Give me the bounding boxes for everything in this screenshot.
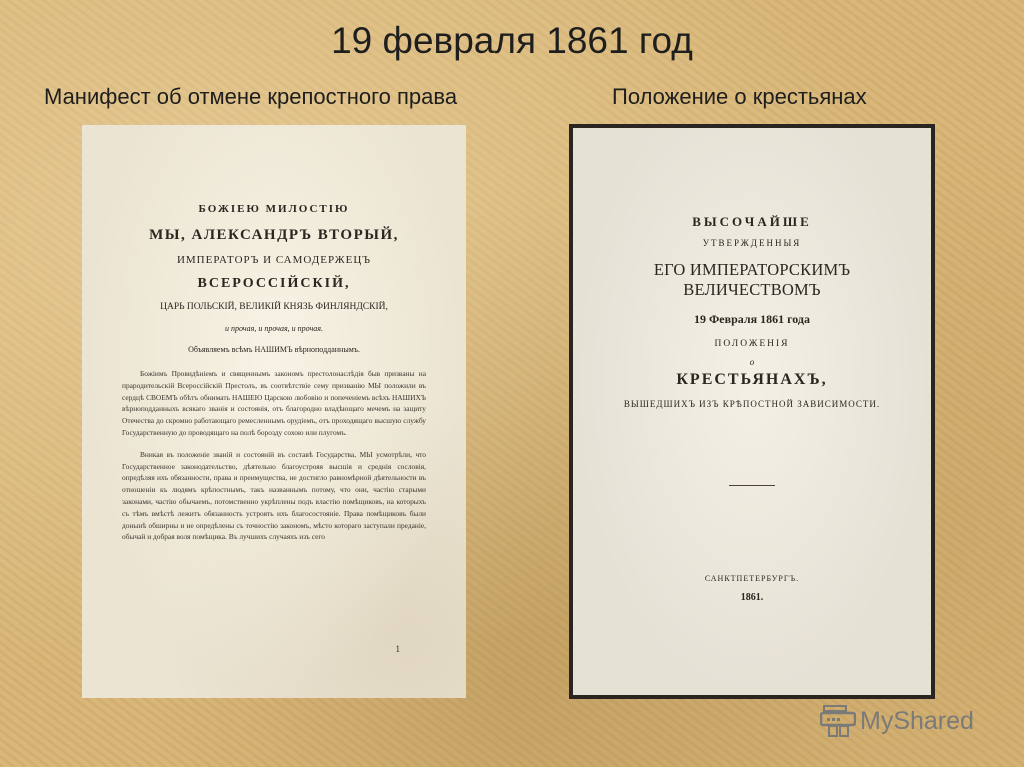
manifesto-heading-3: ИМПЕРАТОРЪ И САМОДЕРЖЕЦЪ [176, 254, 372, 266]
manifesto-heading-1: БОЖІЕЮ МИЛОСТІЮ [198, 203, 350, 215]
decree-year: 1861. [740, 592, 764, 603]
divider [729, 485, 775, 486]
decree-heading-1: ВЫСОЧАЙШЕ [692, 214, 812, 229]
manifesto-heading-5: ЦАРЬ ПОЛЬСКІЙ, ВЕЛИКІЙ КНЯЗЬ ФИНЛЯНДСКІЙ, [160, 302, 388, 312]
decree-caption: Положение о крестьянах [612, 84, 867, 109]
manifesto-heading-2: МЫ, АЛЕКСАНДРЪ ВТОРЫЙ, [149, 227, 399, 243]
manifesto-heading-6: и прочая, и прочая, и прочая. [225, 324, 323, 333]
decree-heading-7: КРЕСТЬЯНАХЪ, [676, 371, 828, 388]
myshared-logo-icon [820, 705, 856, 737]
decree-document-image [569, 124, 935, 699]
manifesto-address: Объявляемъ всѣмъ НАШИМЪ вѣрноподданнымъ. [188, 345, 360, 354]
manifesto-heading-4: ВСЕРОССІЙСКІЙ, [197, 276, 351, 291]
slide-title: 19 февраля 1861 год [331, 20, 693, 61]
decree-heading-2: УТВЕРЖДЕННЫЯ [702, 238, 802, 248]
manifesto-page-number: 1 [395, 644, 400, 654]
decree-heading-3: ЕГО ИМПЕРАТОРСКИМЪ ВЕЛИЧЕСТВОМЪ [653, 260, 851, 299]
decree-heading-5: ПОЛОЖЕНІЯ [714, 339, 790, 349]
decree-heading-6: о [749, 357, 755, 367]
decree-date: 19 Февраля 1861 года [694, 312, 810, 326]
manifesto-caption: Манифест об отмене крепостного права [44, 84, 458, 109]
decree-city: САНКТПЕТЕРБУРГЪ. [704, 574, 800, 583]
decree-heading-8: ВЫШЕДШИХЪ ИЗЪ КРѢПОСТНОЙ ЗАВИСИМОСТИ. [623, 399, 881, 409]
myshared-watermark [820, 704, 974, 738]
manifesto-document-image [82, 125, 466, 698]
myshared-logo-text: MyShared [860, 706, 974, 735]
manifesto-paragraph: Божіимъ Провидѣніемъ и священнымъ закономъ престолонаслѣдія быв призваны на прародительскій Всероссійскій Престолъ, въ соотвѣтствіе сему призванію МЫ положили въ сердцѣ СВОЕМЪ обѣтъ обнимать НАШЕЮ Царскою любовію и попеченіемъ всѣхъ НАШИХЪ вѣрноподданныхъ всякаго званія и состоянія, отъ благородно владѣющаго мечемъ на защиту Отечества до скромно работающаго ремесленнымъ орудіемъ, отъ проходящаго высшую службу Государственную до проводящаго на полѣ борозду сохою или плугомъ. [122, 369, 426, 437]
decree-title-page [573, 128, 931, 695]
manifesto-paragraph: Вникая въ положеніе званій и состояній въ составѣ Государства, МЫ усмотрѣли, что Государственное законодательство, дѣятельно благоустрояя высшія и среднія сословія, опредѣляя ихъ обязанности, права и преимущества, не достигло равномѣрной дѣятельности въ отношеніи къ людямъ крѣпостнымъ, такъ названнымъ потому, что они, частію старыми законами, частію обычаемъ, потомственно укрѣплены подъ властію помѣщиковъ, на которыхъ съ тѣмъ вмѣстѣ лежитъ обязанность устроять ихъ благосостояніе. Права помѣщиковъ были донынѣ обширны и не опредѣлены съ точностію закономъ, мѣсто котораго заступали преданіе, обычай и добрая воля помѣщика. Въ лучшихъ случаяхъ изъ сего [122, 449, 426, 542]
